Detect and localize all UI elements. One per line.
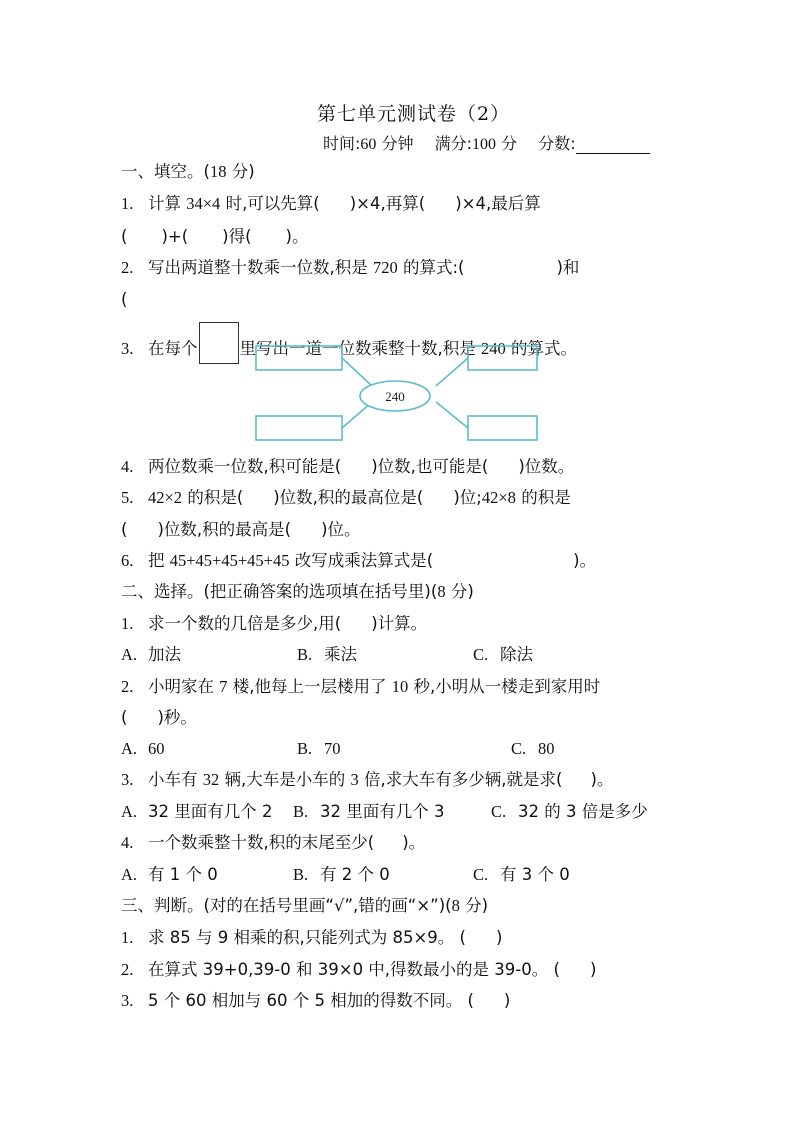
s1-q2-line1: 2. 写出两道整十数乘一位数,积是 720 的算式:( )和 [121,258,580,277]
s2-q4: 4. 一个数乘整十数,积的末尾至少( )。 [121,833,426,852]
s3-item-1: 1. 求 85 与 9 相乘的积,只能列式为 85×9。 ( ) [121,928,503,947]
option-c[interactable]: C. 32 的 3 倍是多少 [491,802,648,821]
s2-q2-line1: 2. 小明家在 7 楼,他每上一层楼用了 10 秒,小明从一楼走到家用时 [121,677,601,696]
section3-heading: 三、判断。(对的在括号里画“√”,错的画“×”)(8 分) [121,896,489,915]
s1-q5-line1: 5. 42×2 的积是( )位数,积的最高位是( )位;42×8 的积是 [121,488,571,507]
s1-q1-line1: 1. 计算 34×4 时,可以先算( )×4,再算( )×4,最后算 [121,194,541,213]
time-label: 时间: [323,134,361,153]
s1-q2-line2: ( [121,290,128,309]
s1-q3-line: 3. 在每个 里写出一道一位数乘整十数,积是 240 的算式。 [121,322,577,364]
time-value: 60 [360,136,377,153]
s2-q2-options [121,739,681,761]
exam-meta [323,131,650,154]
section2-heading: 二、选择。(把正确答案的选项填在括号里)(8 分) [121,582,474,601]
answer-box-top-left[interactable] [256,346,342,370]
option-a[interactable]: A. 32 里面有几个 2 [121,802,273,821]
option-b[interactable]: B. 70 [297,739,341,758]
s1-q6: 6. 把 45+45+45+45+45 改写成乘法算式是( )。 [121,551,597,570]
answer-box-bottom-left[interactable] [256,416,342,440]
page-title: 第七单元测试卷（2） [317,103,511,125]
option-c[interactable]: C. 80 [511,739,555,758]
s2-q3-options [121,802,691,824]
s1-q1-line2: ( )+( )得( )。 [121,227,309,246]
answer-box-top-right[interactable] [468,346,537,370]
s2-q1: 1. 求一个数的几倍是多少,用( )计算。 [121,614,428,633]
center-value: 240 [385,389,405,404]
sample-box-icon [199,322,239,364]
section1-heading: 一、填空。(18 分) [121,162,255,181]
option-b[interactable]: B. 有 2 个 0 [293,865,390,884]
s2-q2-line2: ( )秒。 [121,708,197,727]
connector-line [436,358,468,386]
full-score-value: 100 [472,136,497,153]
multiplication-diagram [250,340,550,450]
option-c[interactable]: C. 除法 [473,645,533,664]
s3-item-2: 2. 在算式 39+0,39-0 和 39×0 中,得数最小的是 39-0。 ( ) [121,960,597,979]
s3-item-3: 3. 5 个 60 相加与 60 个 5 相加的得数不同。 ( ) [121,991,511,1010]
option-a[interactable]: A. 60 [121,739,165,758]
full-score-unit: 分 [501,134,518,153]
score-blank[interactable] [576,138,650,154]
answer-box-bottom-right[interactable] [468,416,537,440]
option-a[interactable]: A. 有 1 个 0 [121,865,218,884]
s1-q5-line2: ( )位数,积的最高是( )位。 [121,520,361,539]
option-b[interactable]: B. 乘法 [297,645,357,664]
s1-q4: 4. 两位数乘一位数,积可能是( )位数,也可能是( )位数。 [121,457,575,476]
option-a[interactable]: A. 加法 [121,645,181,664]
s2-q3: 3. 小车有 32 辆,大车是小车的 3 倍,求大车有多少辆,就是求( )。 [121,770,614,789]
full-score-label: 满分: [434,134,473,153]
s2-q1-options [121,645,681,667]
option-c[interactable]: C. 有 3 个 0 [473,865,570,884]
time-unit: 分钟 [381,134,414,153]
score-label: 分数: [538,134,576,153]
s2-q4-options [121,865,681,887]
connector-line [342,358,372,386]
connector-line [436,402,468,428]
option-b[interactable]: B. 32 里面有几个 3 [293,802,445,821]
